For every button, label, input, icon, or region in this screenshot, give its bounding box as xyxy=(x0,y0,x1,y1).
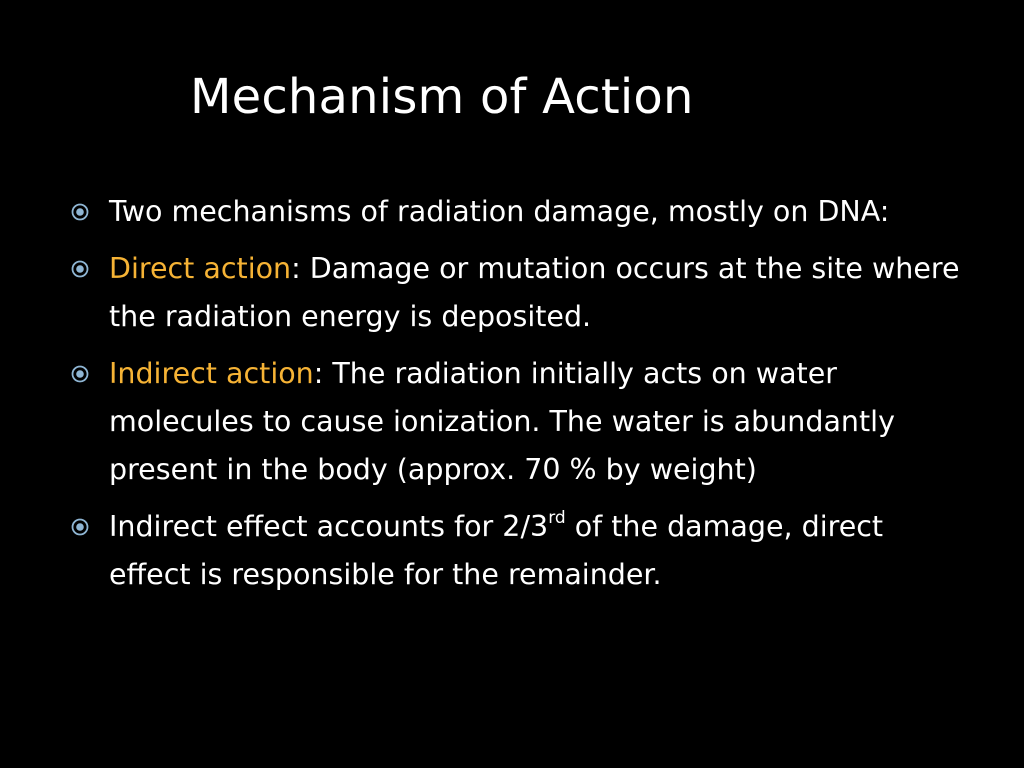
bullet-list xyxy=(68,188,968,608)
bullet-item-mechanisms xyxy=(68,188,968,236)
bullet-text-after: of the damage, direct effect is responsible for the remainder. xyxy=(109,510,884,591)
bullet-text-before: Indirect effect accounts for 2/3 xyxy=(109,510,549,543)
circled-dot-icon xyxy=(71,203,89,221)
bullet-highlight-term: Direct action xyxy=(109,252,292,285)
bullet-item-indirect-action xyxy=(68,350,968,494)
circled-dot-icon xyxy=(71,365,89,383)
ordinal-superscript: rd xyxy=(548,508,566,528)
bullet-text: : The radiation initially acts on water molecules to cause ionization. The water is abundantly present in the body (approx. 70 % by weight) xyxy=(109,357,895,486)
bullet-item-direct-action xyxy=(68,245,968,341)
bullet-text: : Damage or mutation occurs at the site where the radiation energy is deposited. xyxy=(109,252,960,333)
circled-dot-icon xyxy=(71,260,89,278)
bullet-highlight-term: Indirect action xyxy=(109,357,314,390)
bullet-item-indirect-effect xyxy=(68,503,968,599)
bullet-text: Two mechanisms of radiation damage, mostly on DNA: xyxy=(109,195,890,228)
circled-dot-icon xyxy=(71,518,89,536)
slide-title: Mechanism of Action xyxy=(190,69,694,125)
